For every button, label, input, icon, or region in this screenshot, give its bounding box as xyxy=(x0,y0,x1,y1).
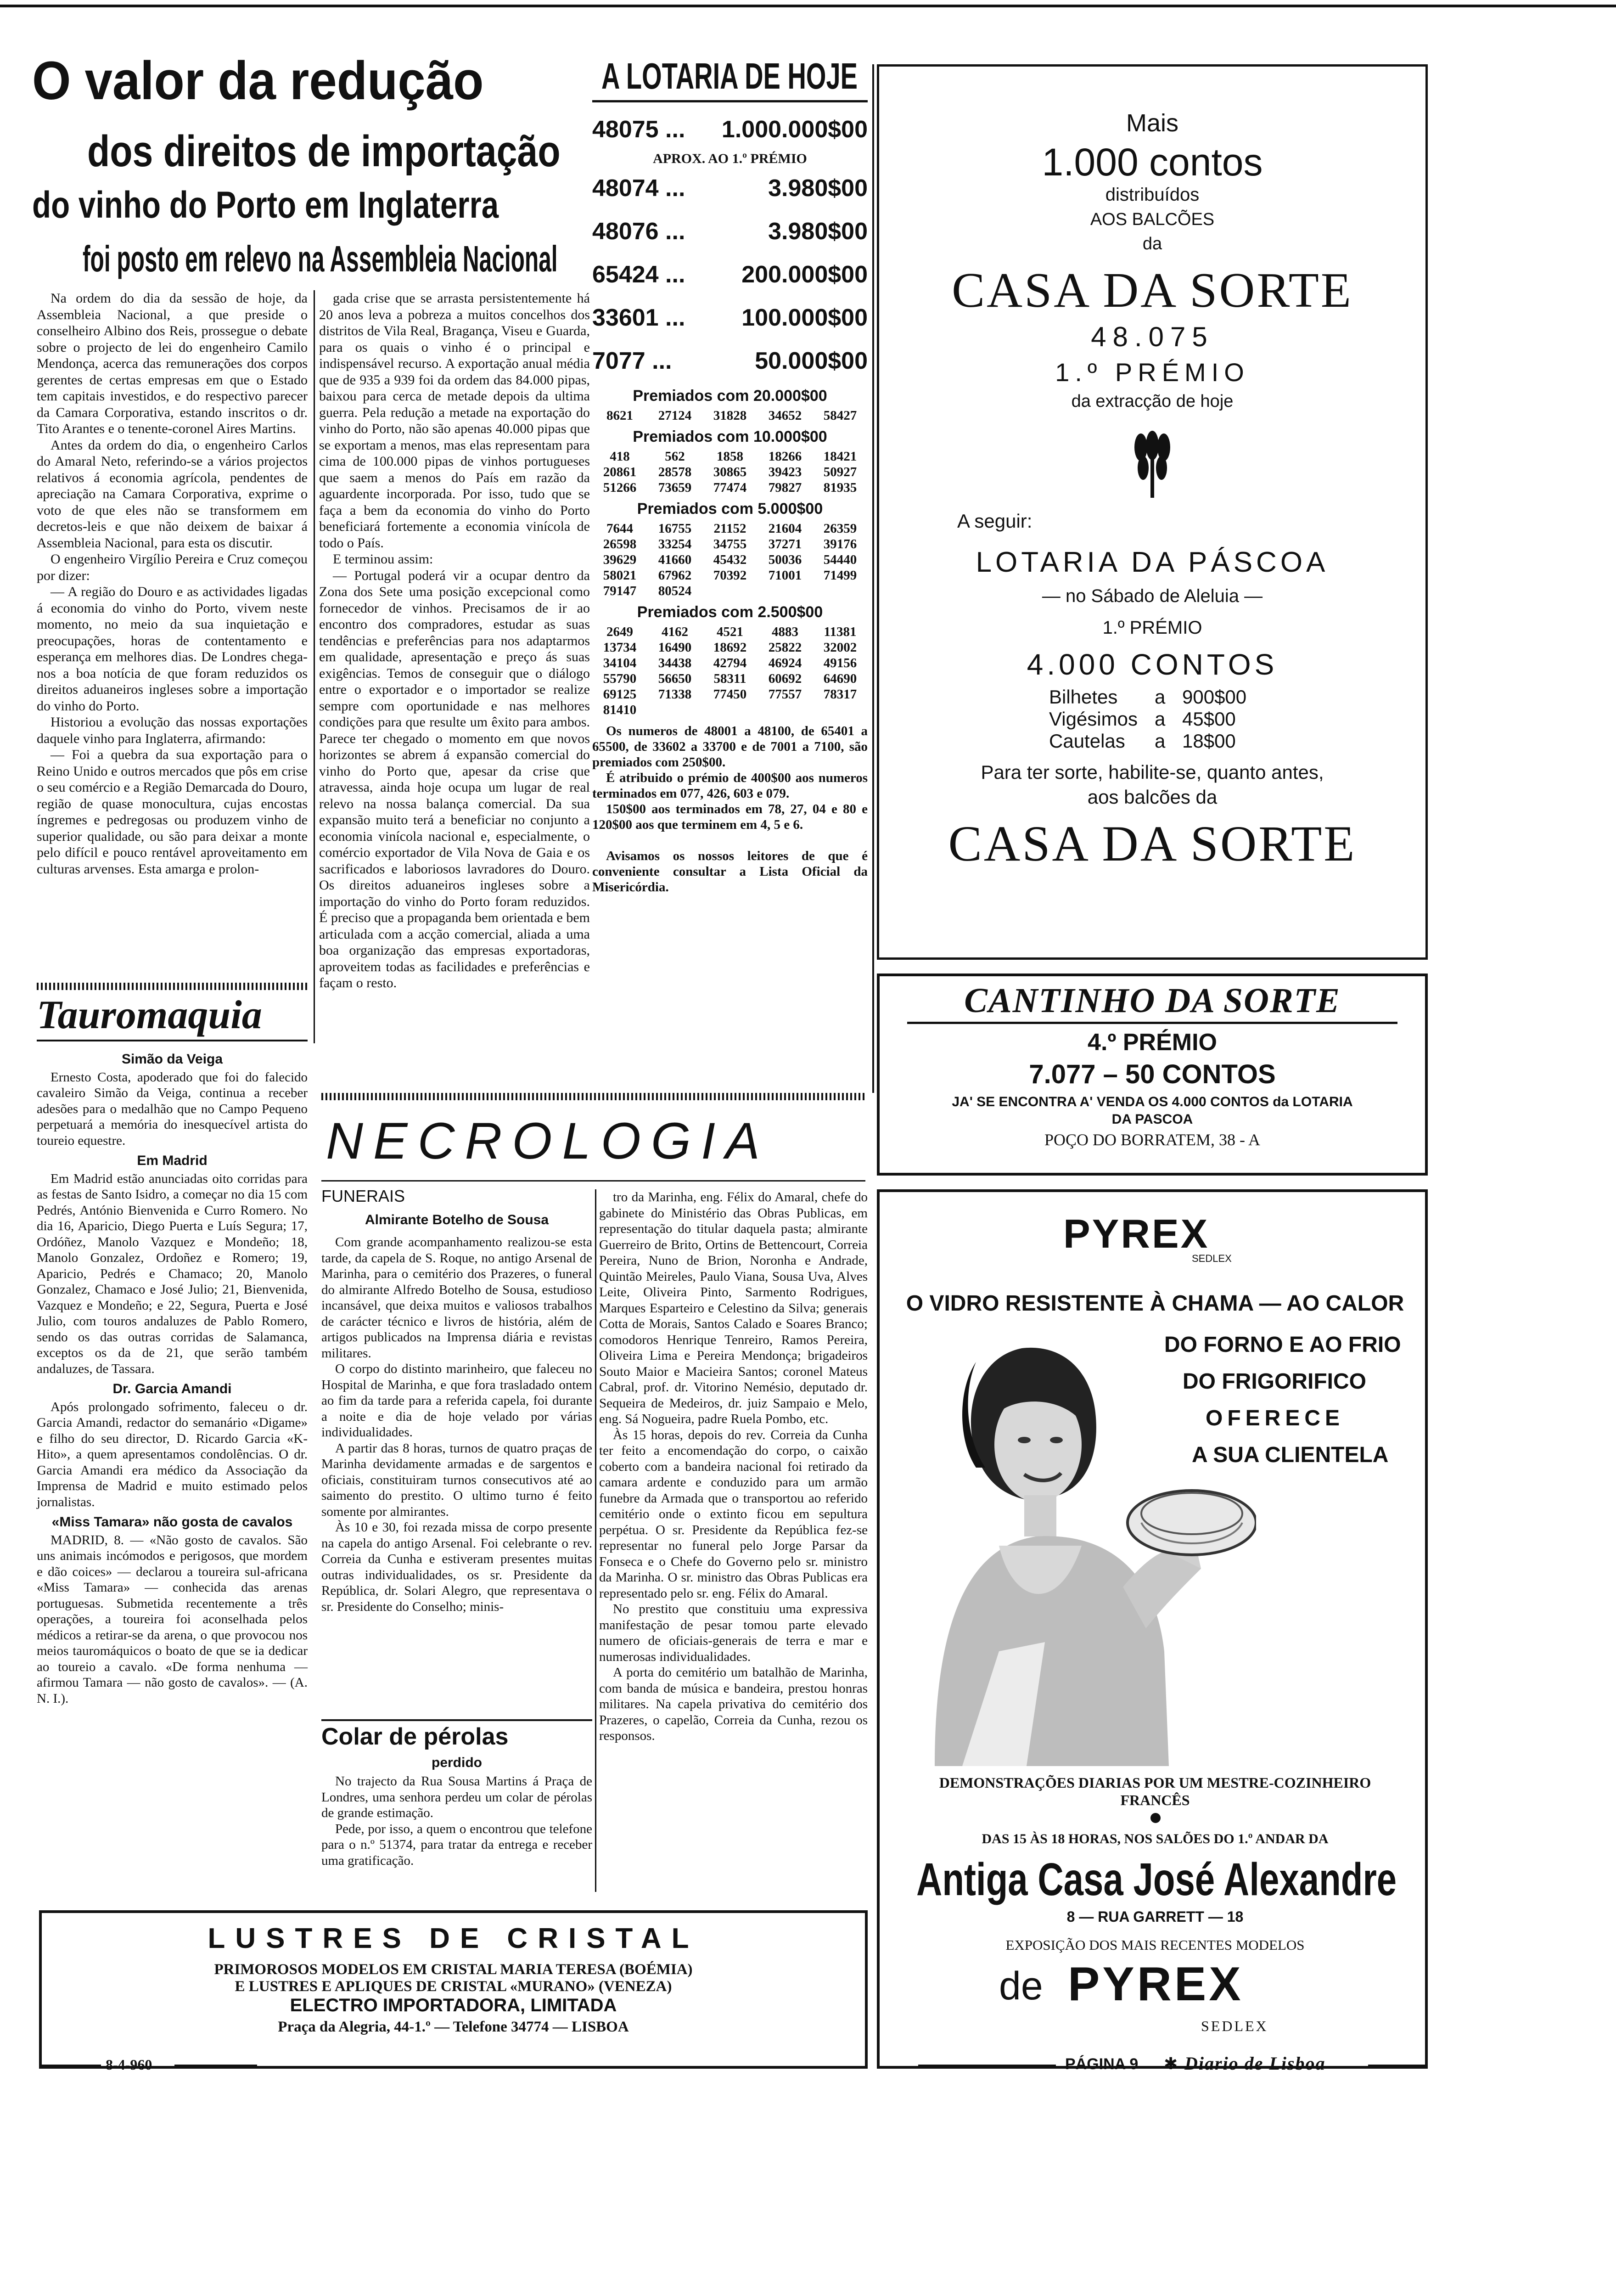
prize-number: 2649 xyxy=(606,625,633,639)
prize-number: 69125 xyxy=(603,687,637,702)
price-a: a xyxy=(1155,708,1166,730)
section-divider xyxy=(37,983,308,990)
prize-number: 77474 xyxy=(713,480,747,495)
paragraph: No prestito que constituiu uma expressiva manifestação de pesar tomou parte elevado numero de oficiais-generais de terra e mar e numerosas individualidades. xyxy=(599,1602,868,1664)
prize-number: 58427 xyxy=(823,408,857,423)
tauromaquia-title: Tauromaquia xyxy=(37,993,262,1037)
prize-number: 18421 xyxy=(823,449,857,464)
demo-line: FRANCÊS xyxy=(1120,1792,1190,1808)
price-value: 18$00 xyxy=(1182,730,1236,752)
ad-contos: 4.000 CONTOS xyxy=(1027,648,1278,681)
prize-number: 51266 xyxy=(603,480,637,495)
lotaria-pascoa: LOTARIA DA PÁSCOA xyxy=(976,546,1329,578)
paragraph: — Foi a quebra da sua exportação para o Reino Unido e outros mercados que pôs em crise o seu comércio e a Região Demarcada do Douro, região de quase monocultura, cujas encostas íngremes e pedregosas ou produzem vinho de superior qualidade, ou são para deixar a monte pelo difícil e pouco rentável aproveitamento em culturas arvenses. Esta amarga e prolon- xyxy=(37,747,308,877)
paragraph: tro da Marinha, eng. Félix do Amaral, chefe do gabinete do Ministério das Obras Publicas, em representação do titular daquela pasta; almirante Guerreiro de Brito, Ortins de Bettencourt, Correia Pereira, Nuno de Brion, Noronha e Andrade, Quintão Meireles, Paulo Viana, Sousa Uva, Alves Leite, Oliveira Pinto, Sarmento Rodrigues, Marques Esparteiro e Celestino da Silva; generais Cotta de Morais, Santos Calado e Soares Branco; comodoros Henrique Tenreiro, Ramos Pereira, Oliveira Lima e Pereira Mendonça; brigadeiros Souto Maior e Macieira Santos; coronel Mateus Cabral, prof. dr. Vitorino Nemésio, deputado dr. Sequeira de Medeiros, dr. juiz Sampaio e Melo, eng. Sá Nogueira, padre Ruela Pombo, etc. xyxy=(599,1190,868,1426)
pyrex-slogan: DO FRIGORIFICO xyxy=(1183,1369,1366,1394)
column-divider xyxy=(872,64,874,1093)
prize-number: 77557 xyxy=(768,687,802,702)
lottery-notes xyxy=(592,723,868,895)
paragraph: — Portugal poderá vir a ocupar dentro da Zona dos Sete uma posição excepcional como fornecedor de vinhos. Precisamos de ir ao encontro dos compradores, estudar as suas tendências e preferências para nos adaptarmos em qualidade, apresentação e preço ás suas exigências. Temos de conseguir que o diálogo entre o exportador e o importador se realize sempre com oportunidade e nas melhores condições para que resulte um êxito para ambos. Parece ter chegado o momento em que novos horizontes se abrem á expansão comercial do vinho do Porto que, apesar da crise que atravessa, ainda hoje ocupa um lugar de real relevo na nossa balança comercial. Da sua expansão muito terá a beneficiar no conjunto a economia vinícola nacional e, especialmente, o comércio exportador de Vila Nova de Gaia e os sacrificados e laboriosos lavradores do Douro. Os direitos aduaneiros ingleses sobre a importação do vinho do Porto foram reduzidos. É preciso que a propaganda bem orientada e bem articulada com a acção comercial, aliada a uma boa organização das empresas exportadoras, aproveitem todas as facilidades e preferências e façam o resto. xyxy=(319,568,590,990)
pyrex-slogan: O VIDRO RESISTENTE À CHAMA — AO CALOR xyxy=(906,1291,1404,1316)
price-label: Cautelas xyxy=(1049,730,1125,752)
exposicao-line: EXPOSIÇÃO DOS MAIS RECENTES MODELOS xyxy=(1005,1937,1305,1953)
prize-number-grid xyxy=(592,408,868,423)
ad-prize: 7.077 – 50 CONTOS xyxy=(1029,1059,1276,1089)
prize-number: 56650 xyxy=(658,671,692,686)
prize-number: 31828 xyxy=(713,408,747,423)
section-heading: «Miss Tamara» não gosta de cavalos xyxy=(51,1514,293,1530)
prize-number: 50927 xyxy=(823,465,857,479)
paragraph: Ernesto Costa, apoderado que foi do falecido cavaleiro Simão da Veiga, continua a receber adesões para o medalhão que no Campo Pequeno perpetuará a memória do inesquecível artista do toureio equestre. xyxy=(37,1069,308,1148)
paragraph: Antes da ordem do dia, o engenheiro Carlos do Amaral Neto, referindo-se a vários projectos relativos á economia agrícola, pendentes de apreciação na Camara Corporativa, exprime o voto de que eles não se transformem em decretos-leis e que não deixem de baixar á Assembleia Nacional, para esta os discutir. xyxy=(37,437,308,551)
lottery-number: 7077 ... xyxy=(592,348,672,374)
ad-text: DA PASCOA xyxy=(1111,1112,1193,1127)
prize-number: 32002 xyxy=(823,640,857,655)
footer-rule-mid xyxy=(174,2065,257,2066)
prize-number: 25822 xyxy=(768,640,802,655)
paragraph: A porta do cemitério um batalhão de Marinha, com banda de música e bandeira, prestou honras militares. Na capela privativa do cemitério dos Prazeres, o capelão, Correia da Cunha, rezou os responsos. xyxy=(599,1665,868,1743)
price-table xyxy=(879,686,1425,752)
paragraph: A partir das 8 horas, turnos de quatro praças de Marinha devidamente armadas e de sargentos e oficiais, constituiram turnos consecutivos até ao saimento do prestito. O ultimo turno é feito somente por almirantes. xyxy=(321,1441,592,1519)
ad-premio: 4.º PRÉMIO xyxy=(1088,1029,1217,1056)
footer-paper: Diario de Lisboa xyxy=(1184,2053,1326,2074)
prize-number: 77450 xyxy=(713,687,747,702)
pyrex-slogan: A SUA CLIENTELA xyxy=(1192,1443,1389,1467)
pyrex-brand-bottom: PYREX xyxy=(1068,1958,1244,2011)
paragraph: MADRID, 8. — «Não gosto de cavalos. São uns animais incómodos e perigosos, que mordem e dão coices» — declarou a toureira sul-africana «Miss Tamara» — conhecida das arenas portuguesas. Submetida recentemente a três operações, a toureira foi aconselhada pelos médicos a retirar-se da arena, o que provocou nos meios tauromáquicos o boato de que se ia dedicar ao toureio a cavalo. «De forma nenhuma — afirmou Tamara — não gosto de cavalos». — (A. N. I.). xyxy=(37,1532,308,1706)
lottery-title: A LOTARIA DE HOJE xyxy=(601,56,858,96)
prize-number: 78317 xyxy=(823,687,857,702)
necrologia-rule xyxy=(321,1180,865,1182)
ad-text: Mais xyxy=(1126,109,1178,137)
lottery-number: 48075 ... xyxy=(592,116,685,143)
hours-line: DAS 15 ÀS 18 HORAS, NOS SALÕES DO 1.º ANDAR DA xyxy=(982,1831,1329,1846)
prize-number: 11381 xyxy=(824,625,857,639)
prize-number: 33254 xyxy=(658,537,692,551)
necrologia-col1 xyxy=(321,1234,592,1716)
lottery-prize: 1.000.000$00 xyxy=(721,116,868,143)
funerais-label: FUNERAIS xyxy=(321,1187,405,1205)
main-article-col2 xyxy=(319,290,590,1062)
headline-line3: do vinho do Porto em Inglaterra xyxy=(32,184,499,226)
lottery-number: 33601 ... xyxy=(592,304,685,331)
ad-company: ELECTRO IMPORTADORA, LIMITADA xyxy=(290,1995,617,2015)
prize-group-heading: Premiados com 10.000$00 xyxy=(633,428,827,445)
prize-number: 27124 xyxy=(658,408,692,423)
lottery-number: 48074 ... xyxy=(592,175,685,202)
lottery-warning: Avisamos os nossos leitores de que é conveniente consultar a Lista Oficial da Misericórdia. xyxy=(592,849,868,895)
lottery-prize: 50.000$00 xyxy=(755,348,868,374)
prize-number: 7644 xyxy=(606,521,633,536)
lottery-row xyxy=(592,253,868,296)
prize-number: 418 xyxy=(610,449,630,464)
column-divider xyxy=(314,290,315,1043)
prize-number: 26598 xyxy=(603,537,637,551)
price-a: a xyxy=(1155,686,1166,708)
price-a: a xyxy=(1155,730,1166,752)
prize-number: 71001 xyxy=(768,568,802,583)
paragraph: gada crise que se arrasta persistentemente há 20 anos leva a pobreza a muitos concelhos dos distritos de Vila Real, Bragança, Viseu e Guarda, para os quais o vinho é o principal e indispensável recurso. A exportação anual média que de 935 a 939 foi da ordem das 84.000 pipas, baixou para cerca de metade depois da ultima guerra. Pela redução a metade na exportação do vinho do Porto, não são apenas 40.000 pipas que se exportam a menos, mas elas representam para cima de 100.000 pipas de vinhos portugueses que saem a menos do País em razão da aguardente incorporada. Por isso, tudo que se faça a bem da economia do vinho do Porto beneficiará fortemente a economia vinícola de todo o País. xyxy=(319,291,590,551)
prize-number: 64690 xyxy=(823,671,857,686)
colar-title: Colar de pérolas xyxy=(321,1723,509,1750)
prize-number: 4883 xyxy=(772,625,798,639)
paragraph: O engenheiro Virgílio Pereira e Cruz começou por dizer: xyxy=(37,551,308,583)
pyrex-ad xyxy=(877,1189,1428,2069)
lottery-prize: 100.000$00 xyxy=(741,304,868,331)
prize-number: 46924 xyxy=(768,656,802,670)
headline-line2: dos direitos de importação xyxy=(87,127,561,176)
ad-text: aos balcões da xyxy=(1087,786,1218,808)
prize-number: 16755 xyxy=(658,521,692,536)
price-value: 45$00 xyxy=(1182,708,1236,730)
tauromaquia-body xyxy=(37,1047,308,2296)
column-divider xyxy=(595,1189,596,1892)
paragraph: Às 15 horas, depois do rev. Correia da Cunha ter feito a encomendação do corpo, o caixão coberto com a bandeira nacional foi retirado da camara ardente e conduzido para um armão funebre da Armada que o transportou ao referido cemitério onde o extinto ficou em sepultura perpétua. O sr. Presidente da República fez-se representar no funeral pelo Jorge Parsar da Fonseca e o Chefe do Governo pelo sr. ministro da Marinha. O sr. ministro das Obras Publicas era representado pelo sr. eng. Félix do Amaral. xyxy=(599,1427,868,1601)
lottery-prize: 200.000$00 xyxy=(741,261,868,288)
lottery-row xyxy=(592,296,868,339)
top-rule xyxy=(0,5,1616,7)
prize-number: 81935 xyxy=(823,480,857,495)
lottery-number: 65424 ... xyxy=(592,261,685,288)
prize-number: 41660 xyxy=(658,552,692,567)
prize-number: 39176 xyxy=(823,537,857,551)
prize-number: 21604 xyxy=(768,521,802,536)
section-heading: Dr. Garcia Amandi xyxy=(112,1381,232,1396)
prize-number: 20861 xyxy=(603,465,637,479)
paragraph: O corpo do distinto marinheiro, que faleceu no Hospital de Marinha, e que fora trasladado ontem ao fim da tarde para a referida capela, foi durante a noite e dia de hoje velado por várias individualidades. xyxy=(321,1362,592,1440)
prize-number: 58021 xyxy=(603,568,637,583)
star-icon: ✱ xyxy=(1164,2054,1178,2073)
section-heading: Almirante Botelho de Sousa xyxy=(365,1212,549,1227)
prize-number: 50036 xyxy=(768,552,802,567)
footer-rule-right xyxy=(918,2065,1056,2066)
prize-number-grid xyxy=(592,521,868,599)
main-article-col1 xyxy=(37,290,308,979)
paragraph: Após prolongado sofrimento, faleceu o dr. Garcia Amandi, redactor do semanário «Digame» e filho do seu director, D. Ricardo Garcia «K-Hito», a quem apresentamos condolências. O dr. Garcia Amandi era médico da Associação da Imprensa de Madrid e muito estimado pelos jornalistas. xyxy=(37,1399,308,1509)
prize-number: 1858 xyxy=(717,449,743,464)
prize-number: 39423 xyxy=(768,465,802,479)
prize-number-grid xyxy=(592,449,868,495)
paragraph: — A região do Douro e as actividades ligadas á economia do vinho do Porto, vivem neste momento, no meio da sua inquietação e preocupações, horas de contentamento e esperança em melhores dias. De Londres chega-nos a boa notícia de que foram reduzidos os direitos aduaneiros ingleses sobre a importação do vinho do Porto. xyxy=(37,584,308,714)
paragraph: 150$00 aos terminados em 78, 27, 04 e 80 e 120$00 aos que terminem em 4, 5 e 6. xyxy=(592,802,868,832)
winning-number: 48.075 xyxy=(1091,321,1214,352)
prize-number: 80524 xyxy=(658,584,692,598)
lottery-title-rule xyxy=(592,100,868,102)
lottery-prize: 3.980$00 xyxy=(768,175,868,202)
ad-text: Para ter sorte, habilite-se, quanto antes, xyxy=(981,761,1324,783)
prize-number: 28578 xyxy=(658,465,692,479)
prize-group-heading: Premiados com 2.500$00 xyxy=(637,603,823,621)
pyrex-brand: PYREX xyxy=(1063,1211,1210,1256)
sedlex-label: SEDLEX xyxy=(1201,2018,1268,2034)
prize-group-heading: Premiados com 5.000$00 xyxy=(637,500,823,518)
ad-text: A seguir: xyxy=(957,510,1032,532)
section-heading: Em Madrid xyxy=(137,1153,208,1168)
footer-rule-end xyxy=(1368,2065,1428,2066)
prize-number: 67962 xyxy=(658,568,692,583)
pyrex-slogan: DO FORNO E AO FRIO xyxy=(1164,1333,1401,1357)
paragraph: É atribuido o prémio de 400$00 aos numeros terminados em 077, 426, 603 e 079. xyxy=(592,771,868,801)
de-label: de xyxy=(999,1964,1043,2008)
paragraph: Os numeros de 48001 a 48100, de 65401 a 65500, de 33602 a 33700 e de 7001 a 7100, são premiados com 250$00. xyxy=(592,724,868,770)
casa-da-sorte-brand: CASA DA SORTE xyxy=(948,816,1357,872)
pyrex-slogan: OFERECE xyxy=(1206,1406,1345,1430)
prize-number: 55790 xyxy=(603,671,637,686)
paragraph: Na ordem do dia da sessão de hoje, da Assembleia Nacional, a que preside o conselheiro Albino dos Reis, prossegue o debate sobre o projecto de lei do engenheiro Camilo Mendonça, acerca das remunerações dos corpos gerentes de certas empresas em que o Estado tem capitais investidos, e do respectivo parecer da Camara Corporativa, estando inscritos o dr. Tito Arantes e o tenente-coronel Aires Martins. xyxy=(37,291,308,436)
ad-text: distribuídos xyxy=(1105,185,1200,205)
ad-text: JA' SE ENCONTRA A' VENDA OS 4.000 CONTOS da LOTARIA xyxy=(952,1094,1353,1109)
ad-text: da extracção de hoje xyxy=(1071,392,1234,411)
ad-text: E LUSTRES E APLIQUES DE CRISTAL «MURANO» (VENEZA) xyxy=(235,1978,672,1995)
prize-number: 49156 xyxy=(823,656,857,670)
prize-number: 13734 xyxy=(603,640,637,655)
ad-premio: 1.º PRÉMIO xyxy=(1055,358,1250,387)
prize-number: 58311 xyxy=(713,671,746,686)
prize-number: 30865 xyxy=(713,465,747,479)
paragraph: Em Madrid estão anunciadas oito corridas para as festas de Santo Isidro, a começar no dia 15 com Pedrés, António Bienvenida e Curro Romero. No dia 16, Aparicio, Diego Puerta e Luís Segura; 17, Ordóñez, Manolo Vazquez e Mondeño; 18, Manolo Gonzalez, Ordoñez e Romero; 19, Aparicio, Pedrés e Chamaco; 20, Manolo Gonzalez, Chamaco e José Julio; 21, Bienvenida, Vazquez e Mondeño; e 22, Segura, Puerta e José Julio, com touros andaluzes de Pablo Romero, sendo os das outras corridas de Salamanca, exceptos os da de 21, que serão também andaluzes, de Tassara. xyxy=(37,1171,308,1376)
store-name: Antiga Casa José Alexandre xyxy=(916,1854,1397,1905)
ad-text: AOS BALCÕES xyxy=(1090,210,1215,229)
cantinho-title: CANTINHO DA SORTE xyxy=(964,981,1341,1020)
price-value: 900$00 xyxy=(1182,686,1247,708)
prize-number: 34104 xyxy=(603,656,637,670)
lustres-ad xyxy=(39,1910,868,2069)
prize-number: 71499 xyxy=(823,568,857,583)
paragraph: Pede, por isso, a quem o encontrou que telefone para o n.º 51374, para tratar da entrega e receber uma gratificação. xyxy=(321,1821,592,1868)
tauromaquia-rule xyxy=(37,1040,308,1041)
ad-amount: 1.000 contos xyxy=(1042,141,1263,184)
lottery-number: 48076 ... xyxy=(592,218,685,245)
prize-number: 562 xyxy=(665,449,685,464)
prize-group-heading: Premiados com 20.000$00 xyxy=(633,387,827,405)
lottery-prize: 3.980$00 xyxy=(768,218,868,245)
ad-text: — no Sábado de Aleluia — xyxy=(1042,586,1263,606)
headline-line4: foi posto em relevo na Assembleia Nacional xyxy=(83,238,558,279)
sedlex-label: SEDLEX xyxy=(1192,1253,1232,1264)
colar-subtitle: perdido xyxy=(432,1755,482,1770)
lottery-row xyxy=(592,167,868,210)
prize-number: 18266 xyxy=(768,449,802,464)
prize-number: 18692 xyxy=(713,640,747,655)
footer-page: PÁGINA 9 xyxy=(1065,2055,1139,2073)
necrologia-title: NECROLOGIA xyxy=(326,1112,770,1170)
woman-with-dish-illustration xyxy=(907,1330,1256,1766)
prize-number: 71338 xyxy=(658,687,692,702)
colar-rule xyxy=(321,1719,592,1721)
prize-number: 70392 xyxy=(713,568,747,583)
casa-da-sorte-ad xyxy=(877,64,1428,960)
bullet-dot-icon xyxy=(1150,1813,1161,1823)
ad-text: da xyxy=(1142,234,1162,253)
section-heading: Simão da Veiga xyxy=(121,1052,223,1067)
demo-line: DEMONSTRAÇÕES DIARIAS POR UM MESTRE-COZINHEIRO xyxy=(939,1774,1371,1791)
lottery-row xyxy=(592,108,868,151)
aprox-label: APROX. AO 1.º PRÉMIO xyxy=(653,151,807,166)
prize-number: 79147 xyxy=(603,584,637,598)
prize-number: 39629 xyxy=(603,552,637,567)
paragraph: E terminou assim: xyxy=(333,551,433,567)
colar-body xyxy=(321,1773,592,1893)
casa-da-sorte-brand: CASA DA SORTE xyxy=(952,263,1353,318)
footer-rule-left xyxy=(41,2065,101,2066)
title-rule xyxy=(907,1022,1397,1024)
prize-number: 34652 xyxy=(768,408,802,423)
ad-address: POÇO DO BORRATEM, 38 - A xyxy=(1044,1131,1261,1149)
paragraph: Historiou a evolução das nossas exportações daquele vinho para Inglaterra, afirmando: xyxy=(37,715,308,746)
section-divider xyxy=(321,1093,865,1100)
prize-number: 73659 xyxy=(658,480,692,495)
price-label: Vigésimos xyxy=(1049,708,1138,730)
paragraph: Com grande acompanhamento realizou-se esta tarde, da capela de S. Roque, no antigo Arsenal de Marinha, para o cemitério dos Prazeres, o funeral do almirante Alfredo Botelho de Sousa, estudioso incansável, que deixa muitos e valiosos trabalhos de carácter técnico e livros de história, além de artigos publicados na Imprensa diária e revistas militares. xyxy=(321,1235,592,1361)
prize-number: 81410 xyxy=(603,703,637,717)
price-label: Bilhetes xyxy=(1049,686,1118,708)
paragraph: No trajecto da Rua Sousa Martins á Praça de Londres, uma senhora perdeu um colar de pérolas de grande estimação. xyxy=(321,1774,592,1820)
lustres-title: LUSTRES DE CRISTAL xyxy=(208,1923,699,1954)
store-address: 8 — RUA GARRETT — 18 xyxy=(1066,1908,1244,1925)
prize-number: 79827 xyxy=(768,480,802,495)
cantinho-da-sorte-ad xyxy=(877,974,1428,1176)
prize-number: 26359 xyxy=(823,521,857,536)
ad-premio: 1.º PRÉMIO xyxy=(1102,618,1202,638)
prize-number: 4521 xyxy=(717,625,743,639)
prize-number: 37271 xyxy=(768,537,802,551)
wheat-sheaf-icon xyxy=(1132,429,1173,502)
prize-number-grid xyxy=(592,624,868,718)
prize-number: 34438 xyxy=(658,656,692,670)
prize-number: 8621 xyxy=(606,408,633,423)
lottery-row xyxy=(592,210,868,253)
headline-line1: O valor da redução xyxy=(32,51,484,111)
prize-number: 60692 xyxy=(768,671,802,686)
ad-text: PRIMOROSOS MODELOS EM CRISTAL MARIA TERESA (BOÉMIA) xyxy=(214,1961,693,1978)
paragraph: Às 10 e 30, foi rezada missa de corpo presente na capela do antigo Arsenal. Foi celebrante o rev. Correia da Cunha e estiveram presentes muitas outras individualidades, os sr. Presidente da República, dr. Solari Alegro, que representava o sr. Presidente do Conselho; minis- xyxy=(321,1520,592,1614)
necrologia-col2 xyxy=(599,1189,868,1892)
prize-number: 34755 xyxy=(713,537,747,551)
lottery-row xyxy=(592,339,868,383)
footer-date: 8-4-960 xyxy=(106,2056,152,2073)
prize-number: 54440 xyxy=(823,552,857,567)
prize-number: 21152 xyxy=(713,521,746,536)
lottery-column xyxy=(592,55,868,1084)
prize-number: 45432 xyxy=(713,552,747,567)
ad-address: Praça da Alegria, 44-1.º — Telefone 34774 — LISBOA xyxy=(278,2019,629,2035)
prize-number: 16490 xyxy=(658,640,692,655)
prize-number: 42794 xyxy=(713,656,747,670)
prize-number: 4162 xyxy=(662,625,688,639)
